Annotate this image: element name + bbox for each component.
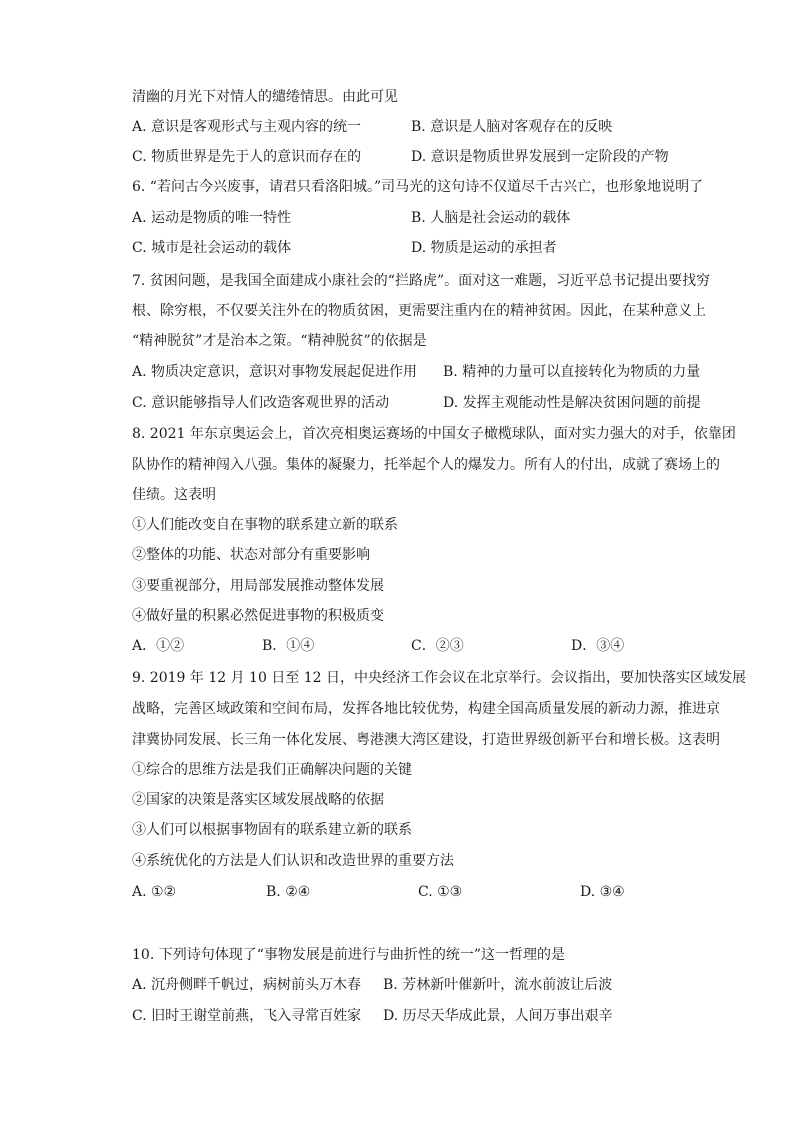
q8-statement-1: ①人们能改变自在事物的联系建立新的联系: [132, 517, 398, 533]
q5-option-a: A. 意识是客观形式与主观内容的统一: [132, 119, 362, 135]
q7-option-b: B. 精神的力量可以直接转化为物质的力量: [443, 364, 701, 380]
q8-option-a: A．①②: [132, 638, 185, 654]
q10-option-c: C. 旧时王谢堂前燕，飞入寻常百姓家: [132, 1008, 362, 1024]
q8-option-b: B．①④: [262, 638, 315, 654]
q8-option-c: C．②③: [411, 638, 464, 654]
q9-option-d: D. ③④: [580, 884, 625, 900]
q10-stem: 10. 下列诗句体现了“事物发展是前进行与曲折性的统一”这一哲理的是: [132, 947, 566, 963]
q9-stem-line-2: 战略，完善区域政策和空间布局，发挥各地比较优势，构建全国高质量发展的新动力源，推进京: [132, 701, 720, 717]
intro-line: 清幽的月光下对情人的缱绻情思。由此可见: [132, 89, 398, 105]
q5-option-b: B. 意识是人脑对客观存在的反映: [411, 119, 613, 135]
q6-option-d: D. 物质是运动的承担者: [411, 240, 557, 256]
q8-statement-4: ④做好量的积累必然促进事物的积极质变: [132, 608, 384, 624]
q9-option-a: A. ①②: [132, 884, 177, 900]
q9-statement-4: ④系统优化的方法是人们认识和改造世界的重要方法: [132, 853, 454, 869]
q6-stem: 6. “若问古今兴废事，请君只看洛阳城。”司马光的这句诗不仅道尽千古兴亡，也形象地说明了: [132, 179, 704, 195]
q9-stem-line-3: 津冀协同发展、长三角一体化发展、粤港澳大湾区建设，打造世界级创新平台和增长极。这表明: [132, 732, 720, 748]
q8-statement-3: ③要重视部分，用局部发展推动整体发展: [132, 578, 384, 594]
q9-statement-1: ①综合的思维方法是我们正确解决问题的关键: [132, 762, 412, 778]
q10-option-a: A. 沉舟侧畔千帆过，病树前头万木春: [132, 977, 362, 993]
q5-option-d: D. 意识是物质世界发展到一定阶段的产物: [411, 149, 669, 165]
q6-option-a: A. 运动是物质的唯一特性: [132, 210, 292, 226]
q9-option-b: B. ②④: [266, 884, 311, 900]
q8-stem-line-3: 佳绩。这表明: [132, 487, 216, 503]
q7-stem-line-2: 根、除穷根，不仅要关注外在的物质贫困，更需要注重内在的精神贫困。因此，在某种意义上: [132, 303, 706, 319]
q7-option-d: D. 发挥主观能动性是解决贫困问题的前提: [443, 395, 701, 411]
q10-option-b: B. 芳林新叶催新叶，流水前波让后波: [383, 977, 613, 993]
q8-option-d: D．③④: [571, 638, 625, 654]
q10-option-d: D. 历尽天华成此景，人间万事出艰辛: [383, 1008, 613, 1024]
q7-option-a: A. 物质决定意识，意识对事物发展起促进作用: [132, 364, 418, 380]
q7-stem-line-1: 7. 贫困问题，是我国全面建成小康社会的“拦路虎”。面对这一难题，习近平总书记提出要找穷: [132, 273, 711, 289]
q6-option-b: B. 人脑是社会运动的载体: [411, 210, 571, 226]
q6-option-c: C. 城市是社会运动的载体: [132, 240, 292, 256]
q9-option-c: C. ①③: [418, 884, 463, 900]
q8-stem-line-2: 队协作的精神闯入八强。集体的凝聚力，托举起个人的爆发力。所有人的付出，成就了赛场上的: [132, 457, 720, 473]
q8-statement-2: ②整体的功能、状态对部分有重要影响: [132, 547, 370, 563]
q5-option-c: C. 物质世界是先于人的意识而存在的: [132, 149, 362, 165]
q8-stem-line-1: 8. 2021 年东京奥运会上，首次亮相奥运赛场的中国女子橄榄球队，面对实力强大的对手，依靠团: [132, 426, 736, 442]
q7-stem-line-3: “精神脱贫”才是治本之策。“精神脱贫”的依据是: [132, 333, 427, 349]
q9-statement-3: ③人们可以根据事物固有的联系建立新的联系: [132, 822, 412, 838]
q9-statement-2: ②国家的决策是落实区域发展战略的依据: [132, 792, 384, 808]
q7-option-c: C. 意识能够指导人们改造客观世界的活动: [132, 395, 390, 411]
q9-stem-line-1: 9. 2019 年 12 月 10 日至 12 日，中央经济工作会议在北京举行。会议指出，要加快落实区域发展: [132, 670, 747, 686]
